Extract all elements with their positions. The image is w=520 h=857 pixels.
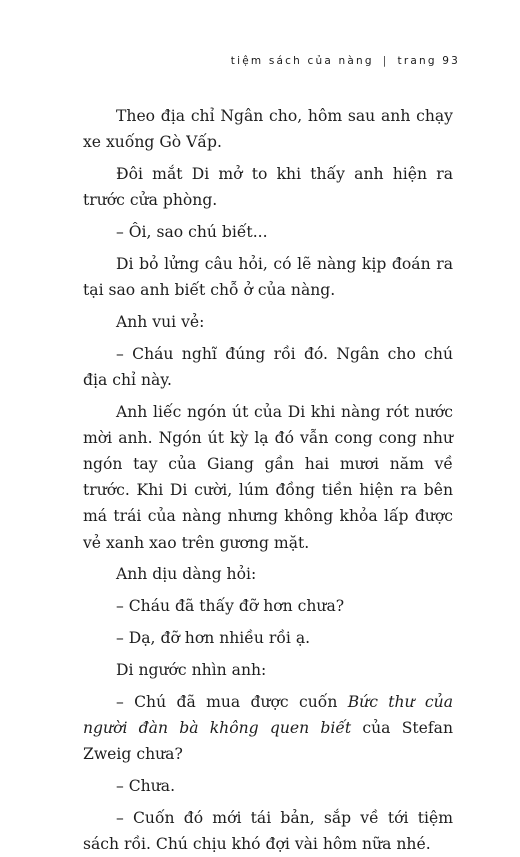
paragraph: Theo địa chỉ Ngân cho, hôm sau anh chạy xe xuống Gò Vấp. bbox=[83, 107, 453, 152]
running-header bbox=[231, 55, 460, 67]
dialogue-line: – Cuốn đó mới tái bản, sắp về tới tiệm sách rồi. Chú chịu khó đợi vài hôm nữa nhé. bbox=[83, 808, 453, 853]
page-number: trang 93 bbox=[397, 55, 460, 67]
paragraph: Anh liếc ngón út của Di khi nàng rót nước mời anh. Ngón út kỳ lạ đó vẫn cong cong như ngón tay của Giang gần hai mươi năm về trước. Khi Di cười, lúm đồng tiền hiện ra bên má trái của nàng nhưng không khỏa lấp được vẻ xanh xao trên gương mặt. bbox=[83, 402, 453, 552]
dialogue-text: của Stefan Zweig chưa? bbox=[83, 718, 453, 763]
dialogue-line bbox=[83, 689, 453, 768]
book-title-italic: Bức thư của người đàn bà không quen biết bbox=[83, 692, 454, 737]
paragraph: Anh dịu dàng hỏi: bbox=[116, 565, 257, 584]
paragraph: Di bỏ lửng câu hỏi, có lẽ nàng kịp đoán ra tại sao anh biết chỗ ở của nàng. bbox=[83, 254, 453, 299]
body-text bbox=[83, 103, 453, 857]
dialogue-line: – Chưa. bbox=[116, 776, 176, 795]
dialogue-line: – Cháu đã thấy đỡ hơn chưa? bbox=[116, 597, 345, 616]
paragraph: Anh vui vẻ: bbox=[116, 312, 205, 331]
dialogue-line: – Cháu nghĩ đúng rồi đó. Ngân cho chú địa chỉ này. bbox=[83, 344, 453, 389]
header-separator: | bbox=[382, 55, 389, 67]
dialogue-text: – Chú đã mua được cuốn bbox=[116, 692, 348, 711]
paragraph: Đôi mắt Di mở to khi thấy anh hiện ra trước cửa phòng. bbox=[83, 165, 453, 210]
book-title: tiệm sách của nàng bbox=[230, 55, 374, 67]
dialogue-line: – Ôi, sao chú biết... bbox=[116, 223, 268, 241]
paragraph: Di ngước nhìn anh: bbox=[116, 660, 267, 679]
dialogue-line: – Dạ, đỡ hơn nhiều rồi ạ. bbox=[116, 629, 311, 647]
